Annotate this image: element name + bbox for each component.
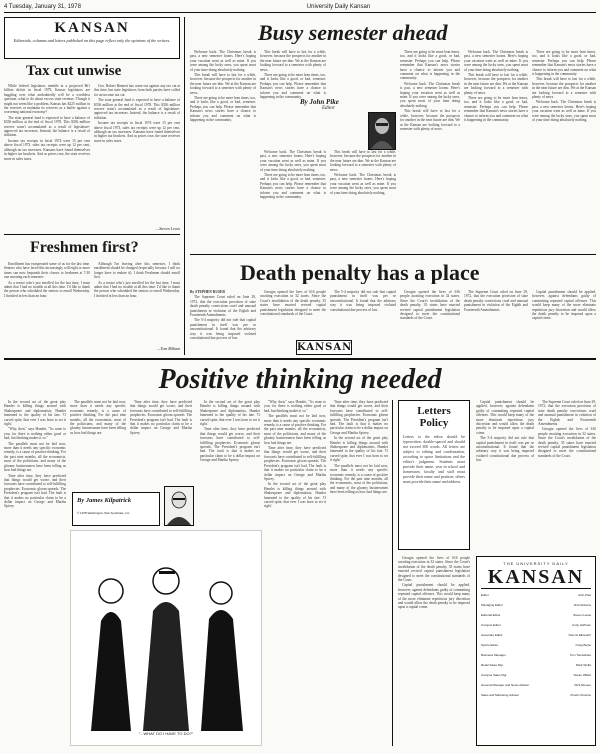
busy-byline-name: By John Pike xyxy=(300,98,339,106)
staff-role: Sports Editor xyxy=(481,643,499,647)
kansan-logo-small: KANSAN xyxy=(297,342,353,353)
death-para: Georgia opened the lives of 616 people awaiting execution in 32 states. Since the Court's invalidation of the death penalty, 35 states have enacted revised capital punishment legislation designed to meet the constitutional standards of the Court. xyxy=(260,290,326,317)
positive-para: In the second act of the great play Hamlet is killing things around with Shakespeare and diplomatists, Hamlet lamented to the quality of his fate. 'O cursed spite, that ever I was born to set it right.' xyxy=(330,436,388,463)
staff-row xyxy=(481,633,591,637)
busy-byline-role: Editor xyxy=(322,106,335,111)
busy-para: This break will have to last for a while, however, because the prospects for another in the near future are dim. We at the Kansan are looking forward to a semester with plenty of news. xyxy=(330,150,396,172)
freshmen-signature: —Tom Billiam xyxy=(156,346,180,351)
positive-para: Time after time, they have predicted that things would get worse, and their forecasts have contributed to self-fulfilling prophecies. Economic gloom spreads. The President's program isn't bad. The fault is that it makes no particular claim to be a dollar impact on George and Martha Spivey. xyxy=(130,400,192,435)
busy-para: Welcome back. The Christmas break is past, a new semester looms. Here's hoping your vacation went as well as mine. If you were among the lucky ones, you spent most of your time doing absolutely nothing. xyxy=(330,173,396,195)
death-para: The 5-4 majority did not rule that capital punishment in itself was per se unconstitutional. It found that the arbitrary way it was being imposed violated constitutional due process of law. xyxy=(330,290,396,312)
busy-para: There are going to be more lean times, too, and it looks like a good, or bad, semester. Perhaps you can help. Please remember that Kansan's news stories have a chance to inform you and comment on what is happening in the community. xyxy=(190,96,256,123)
staff-person: Chuck Chowins xyxy=(570,693,591,697)
freshmen-para: Although I'm leaving after this semester, I think enrollment should be changed (especially because I will no longer have to endure it). I think Freshmen should enroll first. xyxy=(94,262,180,280)
staff-person: John Pike xyxy=(577,593,591,597)
positive-para: Time after time, they have predicted that things would get worse, and their forecasts have contributed to self-fulfilling prophecies. Economic gloom spreads. The President's program isn't bad. The fault is that it makes no particular claim to be a dollar impact on George and Martha Spivey. xyxy=(330,400,388,435)
busy-byline xyxy=(300,98,360,122)
positive-para: In the second act of the great play Hamlet is killing things around with Shakespeare and diplomatists, Hamlet lamented to the quality of his fate. 'O cursed spite, that ever I was born to set it right.' xyxy=(4,400,66,427)
column-divider xyxy=(184,17,185,355)
death-byline: By STEPHEN RUSER xyxy=(190,290,225,294)
kilpatrick-byline-box xyxy=(72,492,160,526)
positive-byline-sub: © 1978 Washington Star Syndicate, Inc. xyxy=(77,511,131,515)
staff-row xyxy=(481,643,591,647)
staff-role: Editorial Editor xyxy=(481,613,501,617)
positive-para: Time after time, they have predicted that things would get worse, and their forecasts have contributed to self-fulfilling prophecies. Economic gloom spreads. The President's program isn't bad. The fault is that it makes no particular claim to be a dollar impact on George and Martha Spivey. xyxy=(200,427,260,463)
tax-para: Income tax receipts in fiscal 1974 were 15 per cent above fiscal 1973, sales tax receipts were up 12 per cent, although no tax increases. Kansans have found themselves in higher tax brackets. And as prices rose, the state receives more in sales taxes. xyxy=(94,121,180,143)
positive-para: The parallels must not be laid now, more than it needs any specific economic remedy, is a cause of positive thinking. For the past nine months, all the economists, most of the politicians, and many of the gloomy businessmen have been telling us how bad things are. xyxy=(4,441,66,473)
staff-role: Editor xyxy=(481,593,489,597)
cartoon-caption: "...WHAT DO I HAVE TO DO?" xyxy=(71,731,261,737)
busy-para: There are going to be more lean times, too, and it looks like a good, or bad, semester. Perhaps you can help. Please remember that Kansan's news stories have a chance to inform you and comment on what is happening in the community. xyxy=(400,50,460,81)
tax-para: The state general fund is expected to have a balance of $336 million at the end of fiscal 1978. This $336 million reserve wasn't accumulated as a result of legislature-approved tax increases. Instead, the balance is a result of inflation. xyxy=(4,115,90,138)
positive-para: "Why, then," says Hamlet, "'tis none to you; for there is nothing either good or bad, but thinking makes it so." xyxy=(4,427,66,441)
section-rule xyxy=(4,358,596,360)
staff-list xyxy=(481,593,591,697)
positive-column-5 xyxy=(264,400,326,750)
death-para: Capital punishment should be applied, however, against defendants guilty of committing repeated capital offenses. This would keep many of the more eliminate repetitious jury discretion and would allow the death penalty to be imposed upon a capital crime. xyxy=(398,583,470,610)
death-column-1 xyxy=(190,290,256,354)
staff-box-title: KANSAN xyxy=(481,566,591,589)
positive-para: The parallels must not be laid now, more than it needs any specific economic remedy, is a cause of positive thinking. For the past nine months, all the economists, most of the politicians, and many of the gloomy businessmen have been telling us how bad things are. xyxy=(330,463,388,495)
positive-para: In the second act of the great play Hamlet is killing things around with Shakespeare and diplomatists, Hamlet lamented to the quality of his fate. 'O cursed spite, that ever I was born to set it right.' xyxy=(264,482,326,509)
staff-row xyxy=(481,663,591,667)
busy-para: Welcome back. The Christmas break is past, a new semester looms. Here's hoping your vacation went as well as mine. If you were among the lucky ones, you spent most of your time doing absolutely nothing. xyxy=(464,50,528,72)
tax-para: Income tax receipts in fiscal 1974 were 15 per cent above fiscal 1973, sales tax receipts were up 12 per cent, although no tax increases. Kansans have found themselves in higher tax brackets. And as prices rose, the state receives more in sales taxes. xyxy=(4,138,90,161)
death-column-3 xyxy=(330,290,396,338)
letters-policy-box xyxy=(398,400,470,550)
portrait-icon xyxy=(369,113,395,149)
freshmen-column-2 xyxy=(94,262,180,346)
death-continued-1 xyxy=(476,400,534,550)
staff-role: General Manager and News Adviser xyxy=(481,683,530,687)
staff-row xyxy=(481,603,591,607)
kilpatrick-photo xyxy=(164,486,194,526)
freshmen-headline: Freshmen first? xyxy=(30,240,139,256)
busy-headline: Busy semester ahead xyxy=(258,22,448,44)
busy-column-4 xyxy=(400,50,460,248)
staff-row xyxy=(481,593,591,597)
busy-column-3 xyxy=(330,150,396,248)
busy-column-5 xyxy=(464,50,528,248)
death-para: Capital punishment should be applied, however, against defendants guilty of committing repeated capital offenses. This would keep many of the more eliminate repetitious jury discretion and would allow the death penalty to be imposed upon a capital crime. xyxy=(476,400,534,435)
busy-para: Welcome back. The Christmas break is past, a new semester looms. Here's hoping your vacation went as well as mine. If you were among the lucky ones, you spent most of your time doing absolutely nothing. xyxy=(532,100,596,123)
staff-person: Andy Hoffman xyxy=(572,623,591,627)
busy-para: This break will have to last for a while, however, because the prospects for another in the near future are dim. We at the Kansan are looking forward to a semester with plenty of news. xyxy=(400,109,460,131)
tax-column-2 xyxy=(94,84,180,224)
busy-column-2b xyxy=(260,150,326,248)
staff-box-header: THE UNIVERSITY DAILY xyxy=(503,561,569,566)
positive-byline: By James Kilpatrick xyxy=(77,497,132,504)
busy-para: Welcome back. The Christmas break is past, a new semester looms. Here's hoping your vacation went as well as mine. If you were among the lucky ones, you spent most of your time doing absolutely nothing. xyxy=(260,150,326,172)
folio-bar xyxy=(4,3,596,13)
folio-paper-name: University Daily Kansan xyxy=(306,4,371,10)
staff-role: Business Manager xyxy=(481,653,506,657)
letters-body: Letters to the editor should be typewritten, double-spaced and should not exceed 300 words. All letters are subject to editing and condensation, according to space limitations and the editor's judgment. Students must provide their name, year in school and hometown; faculty and staff must provide their name and position; others must provide their name and address. xyxy=(403,435,465,484)
freshmen-para: Enrollment has exasperated some of us for the last time. Seniors who have faced this increasingly will eight or more times can now bequeath their classes to freshmen at 7:30 one morning each semester. xyxy=(4,262,90,280)
positive-para: Time after time, they have predicted that things would get worse, and their forecasts have contributed to self-fulfilling prophecies. Economic gloom spreads. The President's program isn't bad. The fault is that it makes no particular claim to be a dollar impact on George and Martha Spivey. xyxy=(264,446,326,481)
tax-para: The state general fund is expected to have a balance of $336 million at the end of fiscal 1978. This $336 million reserve wasn't accumulated as a result of legislature-approved tax increases. Instead, the balance is a result of inflation. xyxy=(94,98,180,120)
staff-row xyxy=(481,693,591,697)
positive-column-2 xyxy=(70,400,126,490)
masthead-tagline: Editorials, columns and letters published on this page reflect only the opinions of the writers. xyxy=(13,38,171,43)
positive-para: Time after time, they have predicted that things would get worse, and their forecasts have contributed to self-fulfilling prophecies. Economic gloom spreads. The President's program isn't bad. The fault is that it makes no particular claim to be a dollar impact on George and Martha Spivey. xyxy=(4,473,66,509)
author-photo xyxy=(368,112,396,150)
staff-role: Managing Editor xyxy=(481,603,503,607)
positive-column-3 xyxy=(130,400,192,490)
busy-para: This break will have to last for a while, however, because the prospects for another in the near future are dim. We at the Kansan are looking forward to a semester with plenty of news. xyxy=(532,77,596,100)
tax-para: Gov. Robert Bennett has come out against any tax cut at this time, but state legislators from both parties have called for an income tax cut. xyxy=(94,84,180,97)
staff-person: Tom Tourtellotte xyxy=(569,653,591,657)
freshmen-para: As a senior who's just enrolled for the last time, I must admit that I had no trouble at all this time. I'd like to thank the person who scheduled the seniors to enroll Wednesday. I finished in less than an hour. xyxy=(94,280,180,298)
cartoon-illustration xyxy=(71,531,261,745)
busy-para: Welcome back. The Christmas break is past, a new semester looms. Here's hoping your vacation went as well as mine. If you were among the lucky ones, you spent most of your time doing absolutely nothing. xyxy=(190,50,256,72)
death-continued-2 xyxy=(538,400,596,550)
death-column-2 xyxy=(260,290,326,338)
column-divider xyxy=(392,400,393,746)
positive-column-6 xyxy=(330,400,388,750)
staff-person: Susan Willett xyxy=(573,673,591,677)
death-para: The 5-4 majority did not rule that capital punishment in itself was per se unconstitutional. It found that the arbitrary way it was being imposed violated constitutional due process of law. xyxy=(190,318,256,341)
death-headline: Death penalty has a place xyxy=(240,262,480,284)
tax-para: While federal legislators tremble at a projected $61 billion deficit in fiscal 1979, Kansas legislators are haggling over what undoubtedly will be a worthless question: what to do about excess state revenue. Though it might not seem like a problem, Kansas has $225 million in the reserves or maintain its reserves as a buffer against a worsening national economy? xyxy=(4,84,90,115)
editorial-cartoon xyxy=(70,530,262,746)
busy-para: There are going to be more lean times, too, and it looks like a good, or bad, semester. Perhaps you can help. Please remember that Kansan's news stories have a chance to inform you and comment on what is happening in the community. xyxy=(464,96,528,123)
busy-para: There are going to be more lean times, too, and it looks like a good, or bad, semester. Perhaps you can help. Please remember that Kansan's news stories have a chance to inform you and comment on what is happening in the community. xyxy=(260,173,326,200)
section-rule xyxy=(4,234,180,235)
tax-column-1 xyxy=(4,84,90,224)
death-para: The Supreme Court ruled on June 29, 1972, that the execution provision of state death penalty convictions cruel and unusual punishment in violation of the Eighth and Fourteenth Amendments. xyxy=(538,400,596,427)
busy-para: There are going to be more lean times, too, and it looks like a good, or bad, semester. Perhaps you can help. Please remember that Kansan's news stories have a chance to inform you and comment on what is happening in the community. xyxy=(532,50,596,77)
staff-row xyxy=(481,673,591,677)
staff-row xyxy=(481,653,591,657)
masthead-title: KANSAN xyxy=(54,20,130,36)
staff-role: Retail Sales Mgr. xyxy=(481,663,504,667)
staff-row xyxy=(481,683,591,687)
staff-row xyxy=(481,623,591,627)
positive-column-4 xyxy=(200,400,260,526)
busy-para: This break will have to last for a while, however, because the prospects for another in the near future are dim. We at the Kansan are looking forward to a semester with plenty of news. xyxy=(260,50,326,72)
positive-column-1 xyxy=(4,400,66,750)
busy-column-1 xyxy=(190,50,256,248)
opinion-masthead xyxy=(4,17,180,59)
death-para: Capital punishment should be applied, however, against defendants guilty of committing repeated capital offenses. This would keep many of the more eliminate repetitious jury discretion and would allow the death penalty to be imposed upon a capital crime. xyxy=(532,290,596,321)
busy-para: This break will have to last for a while, however, because the prospects for another in the near future are dim. We at the Kansan are looking forward to a semester with plenty of news. xyxy=(464,73,528,95)
staff-person: Steven Lewis xyxy=(573,613,591,617)
positive-headline: Positive thinking needed xyxy=(158,366,442,394)
staff-role: Campus Sales Mgr. xyxy=(481,673,508,677)
busy-para: There are going to be more lean times, too, and it looks like a good, or bad, semester. Perhaps you can help. Please remember that Kansan's news stories have a chance to inform you and comment on what is happening in the community. xyxy=(260,73,326,100)
tax-signature: —Steven Lewis xyxy=(155,226,180,231)
death-column-6 xyxy=(532,290,596,354)
staff-person: Rob Roberts xyxy=(574,603,591,607)
section-rule xyxy=(190,254,596,255)
positive-para: The parallels must not be laid now, more than it needs any specific economic remedy, is a cause of positive thinking. For the past nine months, all the economists, most of the politicians, and many of the gloomy businessmen have been telling us how bad things are. xyxy=(264,414,326,445)
tax-headline: Tax cut unwise xyxy=(26,64,122,79)
death-para: The Supreme Court ruled on June 29, 1972, that the execution provision of state death penalty convictions cruel and unusual punishment in violation of the Eighth and Fourteenth Amendments. xyxy=(190,295,256,318)
death-para: Georgia opened the lives of 616 people awaiting execution in 32 states. Since the Court's invalidation of the death penalty, 35 states have enacted revised capital punishment legislation designed to meet the constitutional standards of the Court. xyxy=(538,427,596,458)
staff-person: Dennis Ellsworth xyxy=(568,633,591,637)
staff-person: Craig Boyle xyxy=(575,643,591,647)
staff-row xyxy=(481,613,591,617)
staff-person: Mark Wolfe xyxy=(575,663,591,667)
positive-para: In the second act of the great play Hamlet is killing things around with Shakespeare and diplomatists, Hamlet lamented to the quality of his fate. 'O cursed spite, that ever I was born to set it right.' xyxy=(200,400,260,427)
death-para: Georgia opened the lives of 616 people awaiting execution in 32 states. Since the Court's invalidation of the death penalty, 35 states have enacted revised capital punishment legislation designed to meet the constitutional standards of the Court. xyxy=(400,290,460,321)
positive-para: "Why, then," says Hamlet, "'tis none to you; for there is nothing either good or bad, but thinking makes it so." xyxy=(264,400,326,413)
death-para: The 5-4 majority did not rule that capital punishment in itself was per se unconstitutional. It found that the arbitrary way it was being imposed violated constitutional due process of law. xyxy=(476,436,534,463)
death-column-5 xyxy=(464,290,528,354)
staff-role: Sales and Marketing Adviser xyxy=(481,693,520,697)
busy-para: Welcome back. The Christmas break is past, a new semester looms. Here's hoping your vacation went as well as mine. If you were among the lucky ones, you spent most of your time doing absolutely nothing. xyxy=(400,81,460,108)
freshmen-column-1 xyxy=(4,262,90,350)
death-para: Georgia opened the lives of 616 people awaiting execution in 32 states. Since the Court's invalidation of the death penalty, 35 states have enacted revised capital punishment legislation designed to meet the constitutional standards of the Court. xyxy=(398,556,470,583)
death-para: The Supreme Court ruled on June 29, 1972, that the execution provision of state death penalty convictions cruel and unusual punishment in violation of the Eighth and Fourteenth Amendments. xyxy=(464,290,528,312)
death-column-4 xyxy=(400,290,460,354)
death-continued-3 xyxy=(398,556,470,746)
staff-role: Associate Editor xyxy=(481,633,503,637)
folio-date: 4 Tuesday, January 31, 1978 xyxy=(4,4,81,10)
staff-person: Rick Musser xyxy=(574,683,591,687)
staff-role: Campus Editor xyxy=(481,623,501,627)
positive-para: The parallels must not be laid now, more than it needs any specific economic remedy, is a cause of positive thinking. For the past nine months, all the economists, most of the politicians, and many of the gloomy businessmen have been telling us how bad things are. xyxy=(70,400,126,435)
portrait-icon xyxy=(165,487,193,525)
freshmen-para: As a senior who's just enrolled for the last time, I must admit that I had no trouble at all this time. I'd like to thank the person who scheduled the seniors to enroll Wednesday. I finished in less than an hour. xyxy=(4,280,90,298)
letters-title: Letters Policy xyxy=(417,405,451,429)
staff-box xyxy=(476,556,596,746)
busy-column-6 xyxy=(532,50,596,248)
busy-para: This break will have to last for a while, however, because the prospects for another in the near future are dim. We at the Kansan are looking forward to a semester with plenty of news. xyxy=(190,73,256,95)
